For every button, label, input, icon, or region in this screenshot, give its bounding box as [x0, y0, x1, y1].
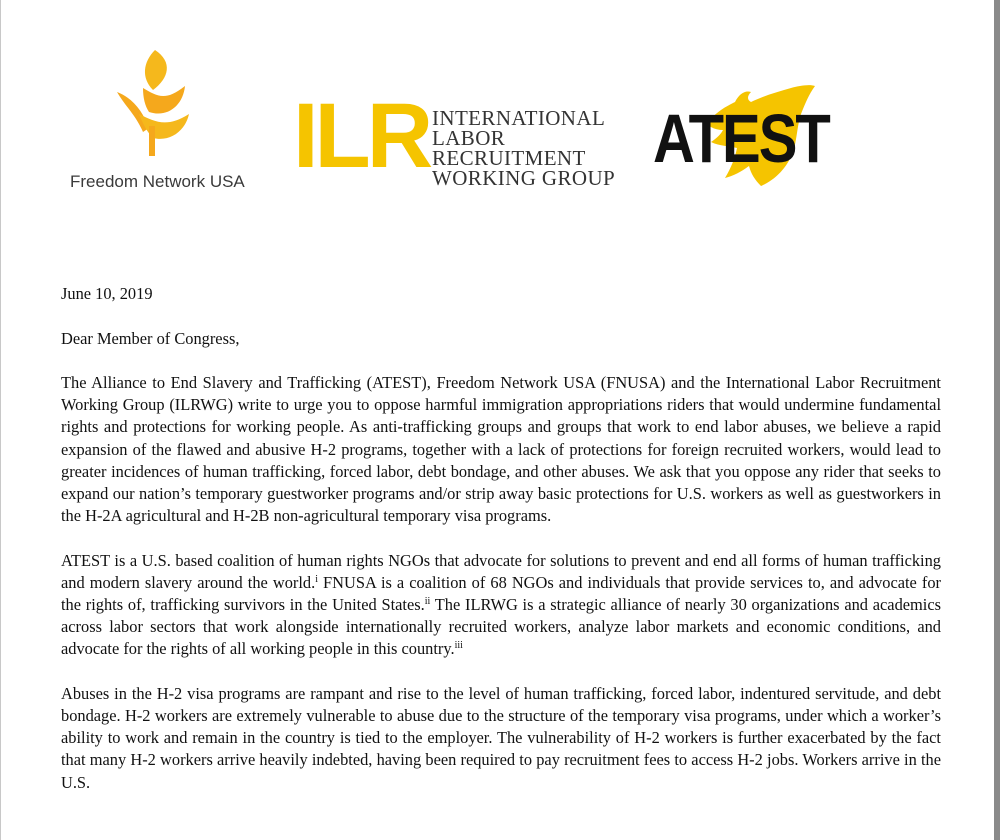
freedom-network-flame-icon	[113, 48, 193, 158]
ilr-full-name	[432, 108, 615, 188]
ilr-acronym: ILR	[293, 85, 430, 187]
footnote-ref-ii[interactable]: ii	[424, 596, 431, 607]
ilr-line-1: INTERNATIONAL	[432, 106, 606, 130]
freedom-network-logo	[61, 48, 281, 198]
letter-date: June 10, 2019	[61, 284, 153, 303]
paragraph-2-part-2: FNUSA is a coalition of 68 NGOs and individuals that provide services to, and advocate for the rights of, trafficking survivors in the United States.	[61, 572, 941, 614]
letterhead-logos	[1, 0, 995, 260]
footnote-ref-i[interactable]: i	[315, 573, 318, 585]
atest-logo	[651, 82, 829, 192]
letter-salutation: Dear Member of Congress,	[61, 328, 240, 348]
paragraph-2	[61, 550, 941, 661]
vertical-scrollbar[interactable]	[994, 0, 1000, 840]
letter-body	[61, 283, 941, 794]
ilr-line-4: WORKING GROUP	[432, 166, 616, 190]
atest-acronym: ATEST	[653, 100, 829, 178]
ilr-logo	[293, 85, 653, 196]
footnote-ref-iii[interactable]: iii	[454, 640, 463, 652]
paragraph-1: The Alliance to End Slavery and Trafficking (ATEST), Freedom Network USA (FNUSA) and the International Labor Recruitment Working Group (ILRWG) write to urge you to oppose harmful immigration appropriations riders that would undermine fundamental rights and protections for working people. As anti-trafficking groups and groups that work to end labor abuses, we believe a rapid expansion of the flawed and abusive H-2 programs, together with a lack of protections for foreign recruited workers, would lead to greater incidences of human trafficking, forced labor, debt bondage, and other abuses. We ask that you oppose any rider that seeks to expand our nation’s temporary guestworker programs and/or strip away basic protections for U.S. workers as well as guestworkers in the H-2A agricultural and H-2B non-agricultural temporary visa programs.	[61, 372, 941, 526]
paragraph-2-part-1: ATEST is a U.S. based coalition of human rights NGOs that advocate for solutions to prevent and end all forms of human trafficking and modern slavery around the world.	[61, 550, 941, 592]
ilr-line-3: RECRUITMENT	[432, 146, 586, 170]
paragraph-3: Abuses in the H-2 visa programs are rampant and rise to the level of human trafficking, forced labor, indentured servitude, and debt bondage. H-2 workers are extremely vulnerable to abuse due to the structure of the temporary visa programs, under which a worker’s ability to work and remain in the country is tied to the employer. The vulnerability of H-2 workers is further exacerbated by the fact that many H-2 workers arrive heavily indebted, having been required to pay recruitment fees to access H-2 jobs. Workers arrive in the U.S.	[61, 683, 941, 792]
ilr-line-2: LABOR	[432, 126, 506, 150]
paragraph-2-part-3: The ILRWG is a strategic alliance of nearly 30 organizations and academics across labor sectors that work alongside internationally recruited workers, analyze labor markets and economic conditions, and advocate for the rights of all working people in this country.	[61, 595, 941, 659]
freedom-network-name: Freedom Network USA	[70, 172, 245, 191]
